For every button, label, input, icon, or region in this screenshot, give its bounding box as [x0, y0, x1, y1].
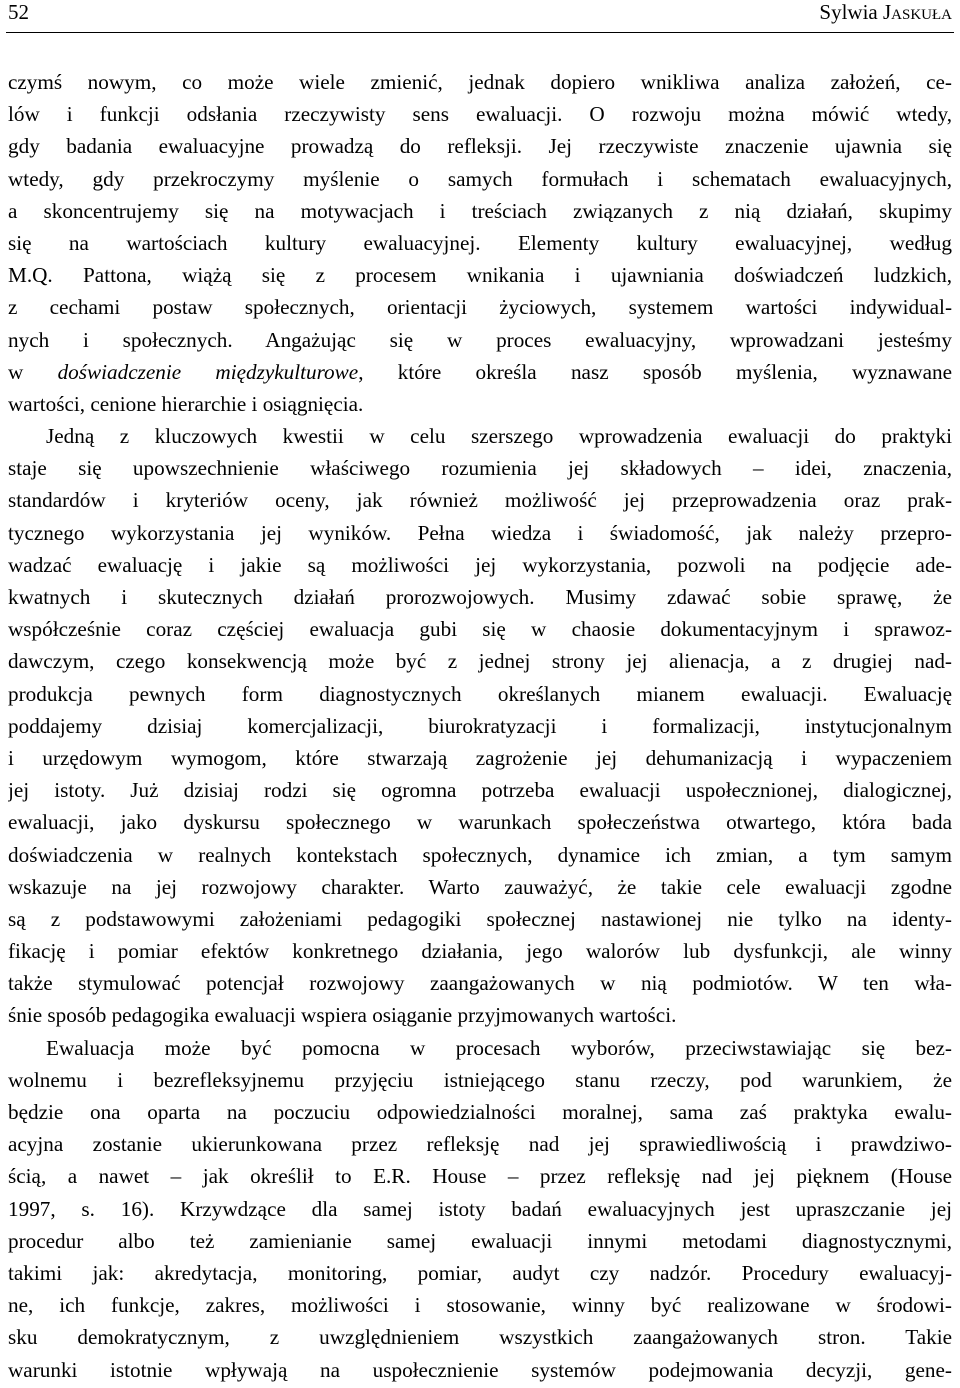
text-line: Jedną z kluczowych kwestii w celu szerszego wprowadzenia ewaluacji do praktyki	[46, 424, 952, 449]
text-line: wskazuje na jej rozwojowy charakter. Warto zauważyć, że takie cele ewaluacji zgodne	[8, 874, 952, 899]
text-line: standardów i kryteriów oceny, jak również możliwość jej przeprowadzenia oraz prak-	[8, 488, 952, 513]
text-line: także stymulować potencjał rozwojowy zaangażowanych w nią podmiotów. W ten wła-	[8, 971, 952, 996]
text-line: ścią, a nawet – jak określił to E.R. House – przez refleksję nad jej pięknem (House	[8, 1164, 952, 1189]
text-line: kwatnych i skutecznych działań prorozwojowych. Musimy zdawać sobie sprawę, że	[8, 585, 952, 609]
text-line: Ewaluacja może być pomocna w procesach wyborów, przeciwstawiając się bez-	[46, 1035, 952, 1060]
text-line: a skoncentrujemy się na motywacjach i treściach związanych z nią działań, skupimy	[8, 198, 952, 223]
text-segment: , które określa nasz sposób myślenia, wyznawane	[358, 359, 952, 384]
text-line: ewaluacji, jako dyskursu społecznego w warunkach społeczeństwa otwartego, która bada	[8, 810, 952, 835]
text-line: takimi jak: akredytacja, monitoring, pomiar, audyt czy nadzór. Procedury ewaluacyj-	[8, 1260, 952, 1285]
running-head: Sylwia Jaskuła	[819, 0, 952, 24]
text-line: i urzędowym wymogom, które stwarzają zagrożenie jej dehumanizacją i wypaczeniem	[8, 745, 952, 770]
text-line: warunki istotnie wpływają na uspołecznienie systemów podejmowania decyzji, gene-	[8, 1357, 952, 1382]
text-line: doświadczenia w realnych kontekstach społecznych, dynamice ich zmian, a tym samym	[8, 842, 952, 867]
text-line: współcześnie coraz częściej ewaluacja gubi się w chaosie dokumentacyjnym i sprawoz-	[8, 617, 952, 642]
text-line: fikację i pomiar efektów konkretnego działania, jego walorów lub dysfunkcji, ale winny	[8, 939, 952, 964]
text-line: wartości, cenione hierarchie i osiągnięcia.	[8, 391, 364, 416]
text-line: gdy badania ewaluacyjne prowadzą do refleksji. Jej rzeczywiste znaczenie ujawnia się	[8, 134, 952, 159]
text-line: śnie sposób pedagogika ewaluacji wspiera osiąganie przyjmowanych wartości.	[8, 1003, 677, 1028]
text-line: wolnemu i bezrefleksyjnemu przyjęciu istniejącego stanu rzeczy, pod warunkiem, że	[8, 1067, 952, 1092]
body-text	[8, 66, 952, 1386]
text-line: 1997, s. 16). Krzywdzące dla samej istoty badań ewaluacyjnych jest upraszczanie jej	[8, 1196, 952, 1221]
text-segment: w	[8, 359, 58, 384]
header-rule	[6, 32, 954, 33]
text-line: M.Q. Pattona, wiążą się z procesem wnikania i ujawniania doświadczeń ludzkich,	[8, 263, 952, 288]
page-header	[8, 0, 952, 28]
italic-term: doświadczenie międzykulturowe	[57, 359, 359, 384]
text-line: produkcja pewnych form diagnostycznych określanych mianem ewaluacji. Ewaluację	[8, 681, 952, 706]
text-line: wadzać ewaluację i jakie są możliwości jej wykorzystania, pozwoli na podjęcie ade-	[8, 552, 952, 577]
text-line	[8, 356, 952, 388]
text-line: acyjna zostanie ukierunkowana przez refleksję nad jej sprawiedliwością i prawdziwo-	[8, 1132, 952, 1157]
text-line: jej istoty. Już dzisiaj rodzi się ogromna potrzeba ewaluacji uspołecznionej, dialogicznej,	[8, 778, 952, 803]
text-line: wtedy, gdy przekroczymy myślenie o samych formułach i schematach ewaluacyjnych,	[8, 166, 952, 191]
text-line: procedur albo też zamienianie samej ewaluacji innymi metodami diagnostycznymi,	[8, 1228, 952, 1253]
text-line: nych i społecznych. Angażując się w proces ewaluacyjny, wprowadzani jesteśmy	[8, 327, 952, 352]
text-line: ne, ich funkcje, zakres, możliwości i stosowanie, winny być realizowane w środowi-	[8, 1293, 952, 1318]
text-line: dawczym, czego konsekwencją może być z jednej strony jej alienacja, a z drugiej nad-	[8, 649, 952, 674]
text-line: są z podstawowymi założeniami pedagogiki społecznej nastawionej nie tylko na identy-	[8, 906, 952, 931]
text-line: staje się upowszechnienie właściwego rozumienia jej składowych – idei, znaczenia,	[8, 456, 952, 481]
text-line: poddajemy dzisiaj komercjalizacji, biurokratyzacji i formalizacji, instytucjonalnym	[8, 713, 952, 738]
page-number: 52	[8, 0, 29, 24]
text-line: tycznego wykorzystania jej wyników. Pełna wiedza i świadomość, jak należy przepro-	[8, 520, 952, 545]
text-line: będzie ona oparta na poczuciu odpowiedzialności moralnej, sama zaś praktyka ewalu-	[8, 1100, 952, 1124]
text-line: lów i funkcji odsłania rzeczywisty sens ewaluacji. O rozwoju można mówić wtedy,	[8, 102, 952, 127]
text-line: z cechami postaw społecznych, orientacji życiowych, systemem wartości indywidual-	[8, 295, 952, 320]
text-line: czymś nowym, co może wiele zmienić, jednak dopiero wnikliwa analiza założeń, ce-	[8, 70, 952, 94]
text-line: się na wartościach kultury ewaluacyjnej. Elementy kultury ewaluacyjnej, według	[8, 230, 952, 255]
text-line: sku demokratycznym, z uwzględnieniem wszystkich zaangażowanych stron. Takie	[8, 1325, 952, 1350]
